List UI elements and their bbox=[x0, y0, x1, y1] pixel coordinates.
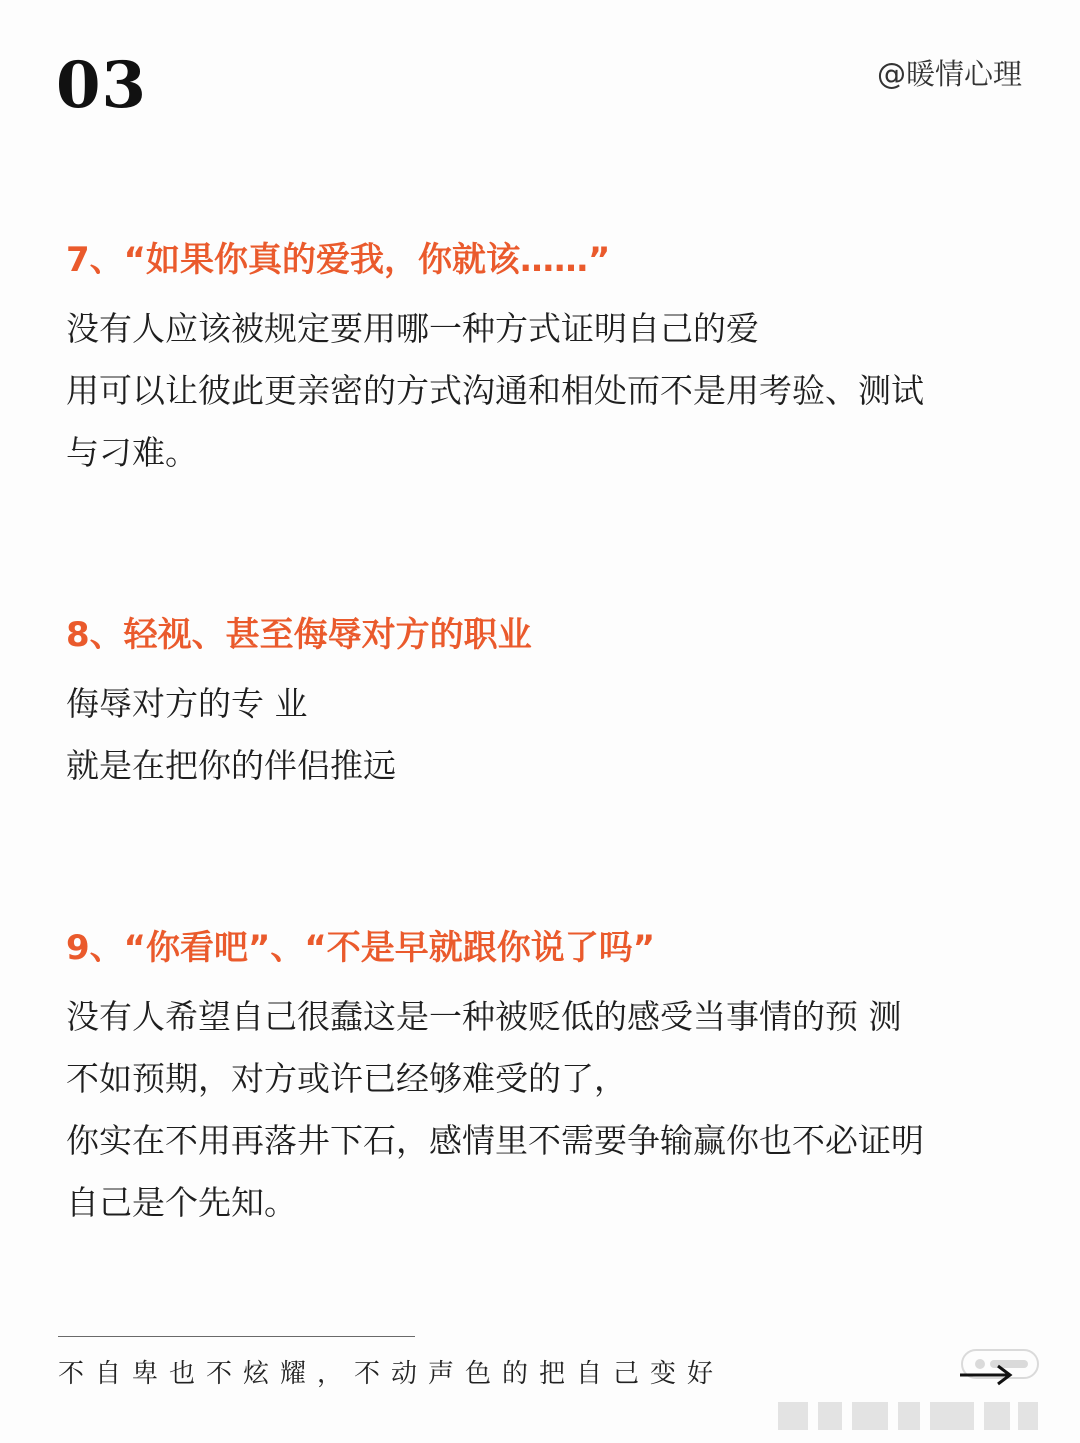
section-title: 7、“如果你真的爱我，你就该……” bbox=[66, 240, 611, 280]
footer-motto: 不自卑也不炫耀，不动声色的把自己变好 bbox=[58, 1359, 725, 1389]
section-line: 没有人应该被规定要用哪一种方式证明自己的爱 bbox=[66, 309, 759, 348]
section-line: 不如预期，对方或许已经够难受的了， bbox=[66, 1059, 627, 1098]
section-line: 自己是个先知。 bbox=[66, 1183, 297, 1222]
watermark-strip-icon bbox=[778, 1398, 1040, 1434]
section-title: 9、“你看吧”、“不是早就跟你说了吗” bbox=[66, 928, 656, 968]
section-line: 没有人希望自己很蠢这是一种被贬低的感受当事情的预 测 bbox=[66, 997, 902, 1036]
section-line: 用可以让彼此更亲密的方式沟通和相处而不是用考验、测试 bbox=[66, 371, 924, 410]
section-line: 与刁难。 bbox=[66, 433, 198, 472]
section-8 bbox=[66, 611, 1026, 797]
section-9 bbox=[66, 924, 1026, 1234]
page-number: 03 bbox=[56, 48, 148, 123]
section-line: 侮辱对方的专 业 bbox=[66, 684, 308, 723]
section-7 bbox=[66, 236, 1026, 484]
section-title: 8、轻视、甚至侮辱对方的职业 bbox=[66, 615, 532, 655]
author-handle: @暖情心理 bbox=[876, 57, 1022, 91]
section-line: 你实在不用再落井下石，感情里不需要争输赢你也不必证明 bbox=[66, 1121, 924, 1160]
arrow-right-icon[interactable] bbox=[956, 1360, 1016, 1390]
section-line: 就是在把你的伴侣推远 bbox=[66, 746, 396, 785]
footer-divider bbox=[58, 1336, 415, 1337]
